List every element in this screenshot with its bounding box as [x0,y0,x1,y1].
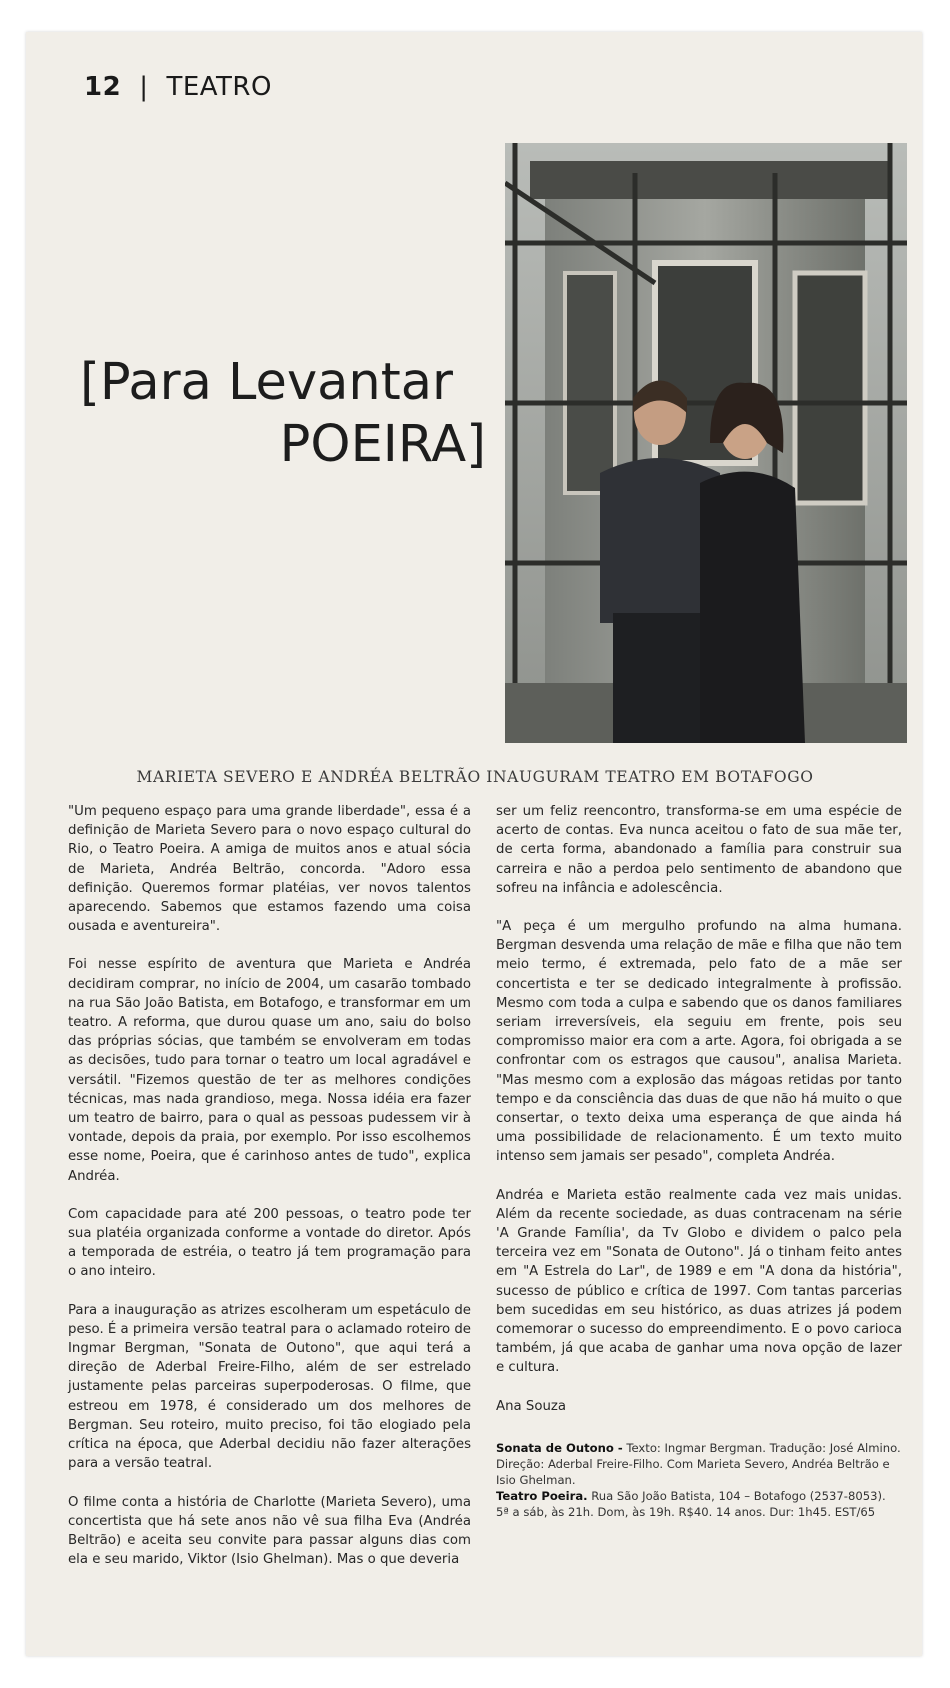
article-author: Ana Souza [496,1398,567,1414]
title-line-1: [Para Levantar [80,353,453,412]
article-paragraph: "A peça é um mergulho profundo na alma humana. Bergman desvenda uma relação de mãe e filha que não tem meio termo, é extremada, pelo fato de a mãe ser concertista e ter se dedicado integralmente à profissão. Mesmo com toda a culpa e sabendo que os danos familiares seriam irreversíveis, ela seguiu em frente, pois seu compromisso maior era com a arte. Agora, foi obrigada a se confrontar com os estragos que causou", analisa Marieta. "Mas mesmo com a explosão das mágoas retidas por tanto tempo e da consciência das duas de que não há muito o que consertar, o texto deixa uma esperança de que ainda há uma possibilidade de relacionamento. É um texto muito intenso sem jamais ser pesado", completa Andréa. [496,919,903,1165]
venue-credits [496,1488,902,1520]
play-credits [496,1440,902,1488]
article-paragraph: ser um feliz reencontro, transforma-se em uma espécie de acerto de contas. Eva nunca aceitou o fato de sua mãe ter, de certa forma, abandonado a família para construir sua carreira e não a perdoa pelo sentimento de abandono que sofreu na infância e adolescência. [496,804,902,896]
article-title [80,352,486,476]
article-paragraph: "Um pequeno espaço para uma grande liberdade", essa é a definição de Marieta Severo para o novo espaço cultural do Rio, o Teatro Poeira. A amiga de muitos anos e atual sócia de Marieta, Andréa Beltrão, concorda. "Adoro essa definição. Queremos formar platéias, ver novos talentos aparecendo. Sabemos que estamos fazendo uma coisa ousada e aventureira". [68,804,471,935]
article-column-right [496,802,902,1520]
article-paragraph: O filme conta a história de Charlotte (Marieta Severo), uma concertista que há sete anos não vê sua filha Eva (Andréa Beltrão) e aceita seu convite para passar alguns dias com ela e seu marido, Viktor (Isio Ghelman). Mas o que deveria [68,1494,471,1568]
photo-caption: MARIETA SEVERO E ANDRÉA BELTRÃO INAUGURAM TEATRO EM BOTAFOGO [136,768,814,786]
credits-box [496,1440,902,1520]
play-credits-label: Sonata de Outono - [496,1440,623,1455]
article-paragraph: Andréa e Marieta estão realmente cada vez mais unidas. Além da recente sociedade, as duas contracenam na série 'A Grande Família', da Tv Globo e dividem o palco pela terceira vez em "Sonata de Outono". Já o tinham feito antes em "A Estrela do Lar", de 1989 e em "A dona da história", sucesso de público e crítica de 1997. Com tantas parcerias bem sucedidas em seu histórico, as duas atrizes já podem comemorar o sucesso do empreendimento. E o povo carioca também, já que acaba de ganhar uma nova opção de lazer e cultura. [496,1187,902,1376]
article-photo [505,143,907,743]
article-paragraph: Foi nesse espírito de aventura que Marieta e Andréa decidiram comprar, no início de 2004, um casarão tombado na rua São João Batista, em Botafogo, e transformar em um teatro. A reforma, que durou quase um ano, saiu do bolso das próprias sócias, que também se envolveram em todas as decisões, tudo para tornar o teatro um local agradável e versátil. "Fizemos questão de ter as melhores condições técnicas, mas nada grandioso, mega. Nossa idéia era fazer um teatro de bairro, para o qual as pessoas pudessem vir à vontade, depois da praia, por exemplo. Por isso escolhemos esse nome, Poeira, que é carinhoso antes de tudo", explica Andréa. [68,957,471,1184]
article-column-left [68,802,471,1588]
article-paragraph: Com capacidade para até 200 pessoas, o teatro pode ter sua platéia organizada conforme a vontade do diretor. Após a temporada de estréia, o teatro já tem programação para o ano inteiro. [68,1206,471,1280]
page-number: 12 [84,72,122,102]
page-header [84,72,272,102]
play-credits-text: Texto: Ingmar Bergman. Tradução: José Almino. Direção: Aderbal Freire-Filho. Com Marieta Severo, Andréa Beltrão e Isio Ghelman. [496,1440,901,1487]
article-paragraph: Para a inauguração as atrizes escolheram um espetáculo de peso. É a primeira versão teatral para o aclamado roteiro de Ingmar Bergman, "Sonata de Outono", que aqui terá a direção de Aderbal Freire-Filho, além de ser estrelado justamente pelas parceiras superpoderosas. O filme, que estreou em 1978, é considerado um dos melhores de Bergman. Seu roteiro, muito preciso, foi tão elogiado pela crítica na época, que Aderbal decidiu não fazer alterações para a versão teatral. [68,1302,471,1472]
section-name: TEATRO [166,72,272,102]
title-line-2: POEIRA] [279,415,486,474]
photo-illustration [505,143,907,743]
venue-credits-label: Teatro Poeira. [496,1488,588,1503]
header-separator: | [139,72,149,102]
venue-credits-text: Rua São João Batista, 104 – Botafogo (2537-8053). 5ª a sáb, às 21h. Dom, às 19h. R$40. 14 anos. Dur: 1h45. EST/65 [496,1488,886,1519]
